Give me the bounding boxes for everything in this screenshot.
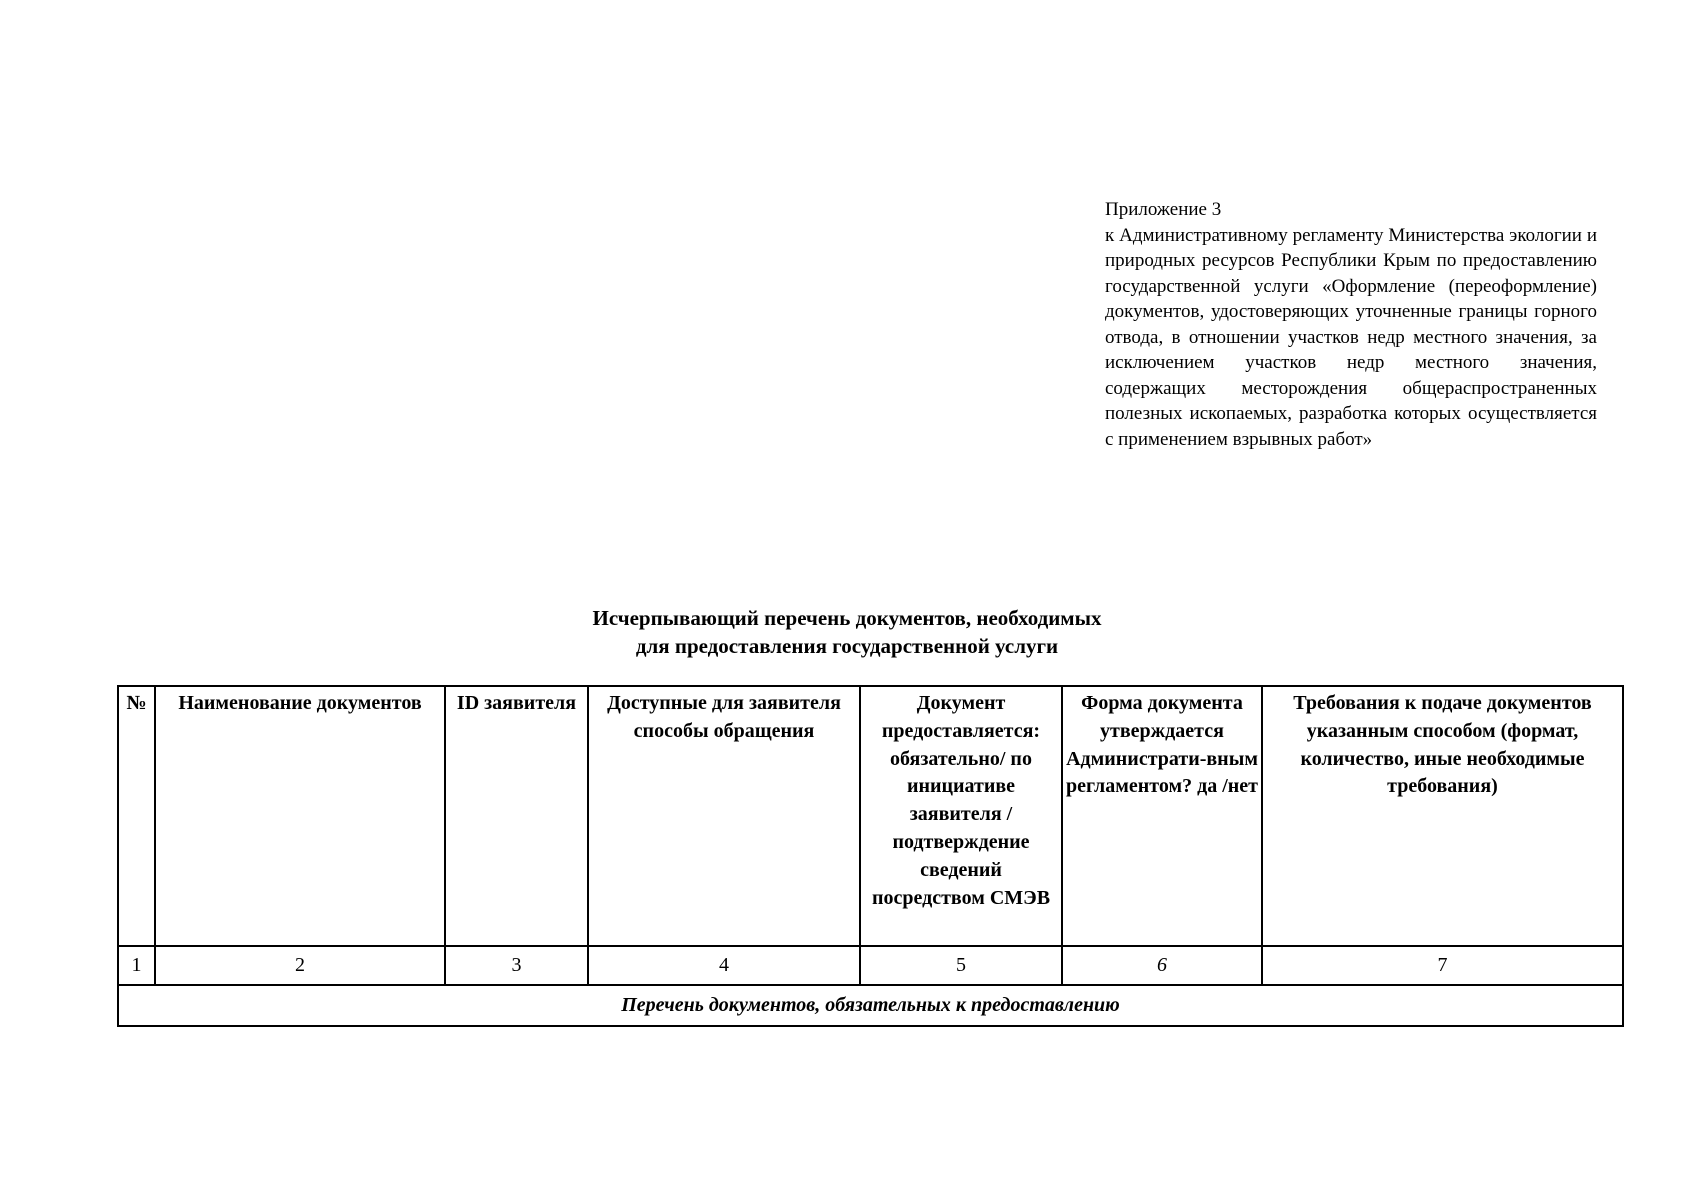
column-number-row (118, 946, 1623, 985)
column-number-7: 7 (1262, 946, 1623, 985)
column-number-1: 1 (118, 946, 155, 985)
section-label: Перечень документов, обязательных к предоставлению (118, 985, 1623, 1026)
document-title (0, 604, 1694, 660)
header-submission-type: Документ предоставляется: обязательно/ по инициативе заявителя / подтверждение сведений посредством СМЭВ (860, 686, 1062, 946)
document-title-line-2: для предоставления государственной услуги (635, 634, 1059, 658)
documents-table (117, 685, 1624, 1027)
header-form-approved: Форма документа утверждается Администрати-вным регламентом? да /нет (1062, 686, 1262, 946)
annex-number: Приложение 3 (1105, 199, 1222, 220)
column-number-4: 4 (588, 946, 860, 985)
header-access-methods: Доступные для заявителя способы обращения (588, 686, 860, 946)
column-number-3: 3 (445, 946, 588, 985)
section-row (118, 985, 1623, 1026)
header-document-name: Наименование документов (155, 686, 445, 946)
annex-block (1105, 197, 1597, 452)
document-title-line-1: Исчерпывающий перечень документов, необходимых (592, 606, 1102, 630)
header-number: № (118, 686, 155, 946)
column-number-6: 6 (1062, 946, 1262, 985)
header-requirements: Требования к подаче документов указанным способом (формат, количество, иные необходимые требования) (1262, 686, 1623, 946)
annex-description: к Административному регламенту Министерства экологии и природных ресурсов Республики Крым по предоставлению государственной услуги «Оформление (переоформление) документов, удостоверяющих уточненные границы горного отвода, в отношении участков недр местного значения, за исключением участков недр местного значения, содержащих месторождения общераспространенных полезных ископаемых, разработка которых осуществляется с применением взрывных работ» (1105, 224, 1597, 450)
header-applicant-id: ID заявителя (445, 686, 588, 946)
column-number-2: 2 (155, 946, 445, 985)
table-header-row (118, 686, 1623, 946)
column-number-5: 5 (860, 946, 1062, 985)
